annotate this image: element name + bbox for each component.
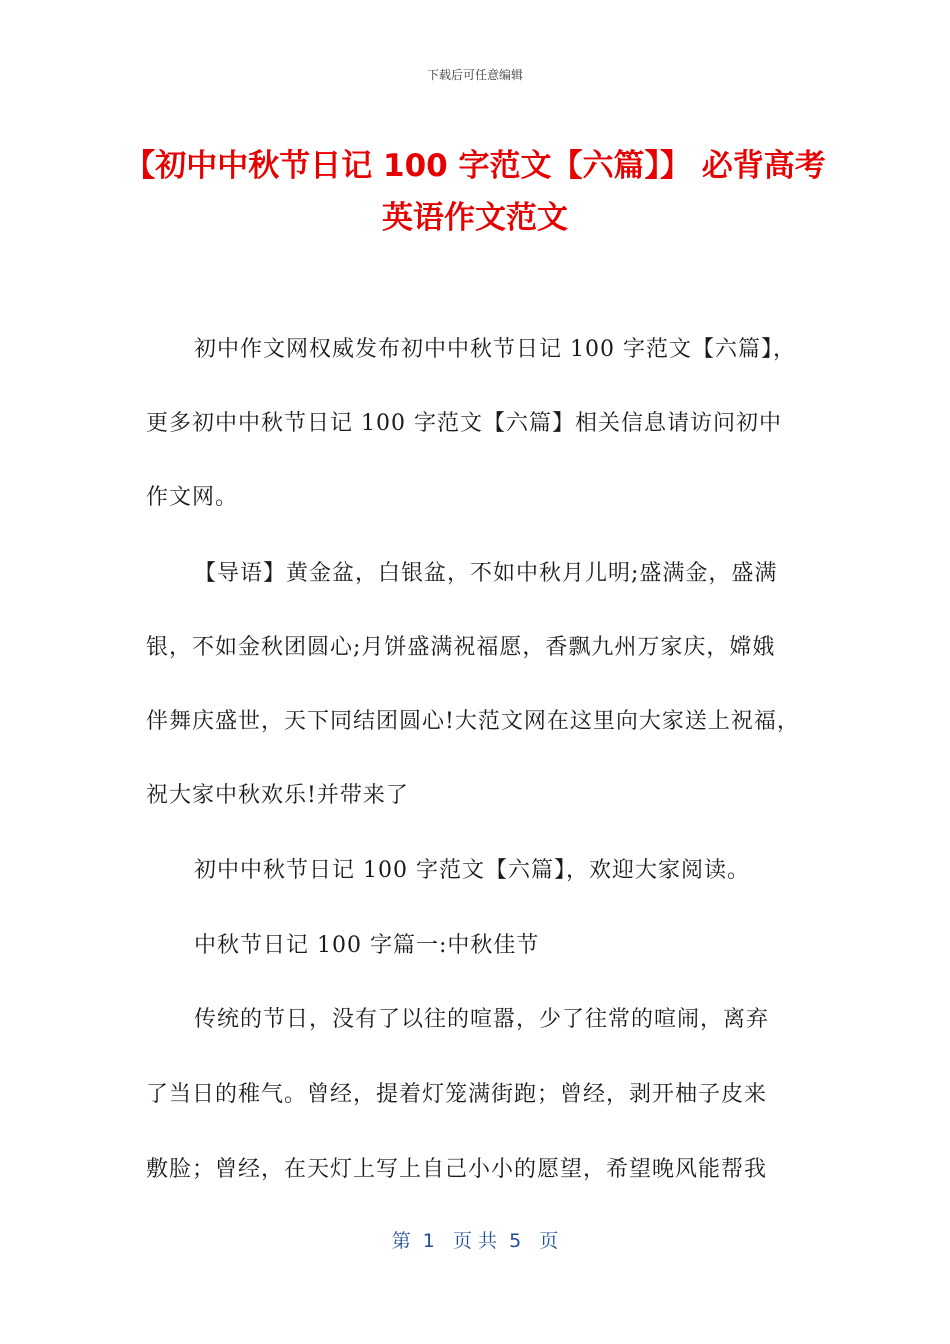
paragraph-line: 了当日的稚气。曾经，提着灯笼满街跑；曾经，剥开柚子皮来 [146, 1082, 768, 1107]
paragraph-line: 传统的节日，没有了以往的喧嚣，少了往常的喧闹，离弃 [194, 1007, 770, 1032]
section-heading: 中秋节日记 100 字篇一:中秋佳节 [194, 933, 540, 958]
page-number-footer: 第 1 页 共 5 页 [391, 1230, 559, 1252]
paragraph-line: 敷脸；曾经，在天灯上写上自己小小的愿望，希望晚风能帮我 [146, 1157, 768, 1182]
paragraph-line: 更多初中中秋节日记 100 字范文【六篇】相关信息请访问初中 [146, 411, 782, 436]
paragraph-line: 初中作文网权威发布初中中秋节日记 100 字范文【六篇】， [194, 337, 796, 362]
paragraph-line: 作文网。 [146, 485, 239, 510]
paragraph-line: 【导语】黄金盆，白银盆，不如中秋月儿明;盛满金，盛满 [194, 561, 778, 586]
header-note: 下载后可任意编辑 [426, 68, 523, 82]
paragraph-line: 祝大家中秋欢乐!并带来了 [146, 783, 409, 808]
paragraph-line: 初中中秋节日记 100 字范文【六篇】，欢迎大家阅读。 [194, 858, 750, 883]
paragraph-line: 伴舞庆盛世，天下同结团圆心!大范文网在这里向大家送上祝福， [146, 709, 800, 734]
paragraph-line: 银，不如金秋团圆心;月饼盛满祝福愿，香飘九州万家庆，嫦娥 [146, 635, 776, 660]
document-title: 【初中中秋节日记 100 字范文【六篇】】 必背高考英语作文范文 [124, 148, 826, 236]
